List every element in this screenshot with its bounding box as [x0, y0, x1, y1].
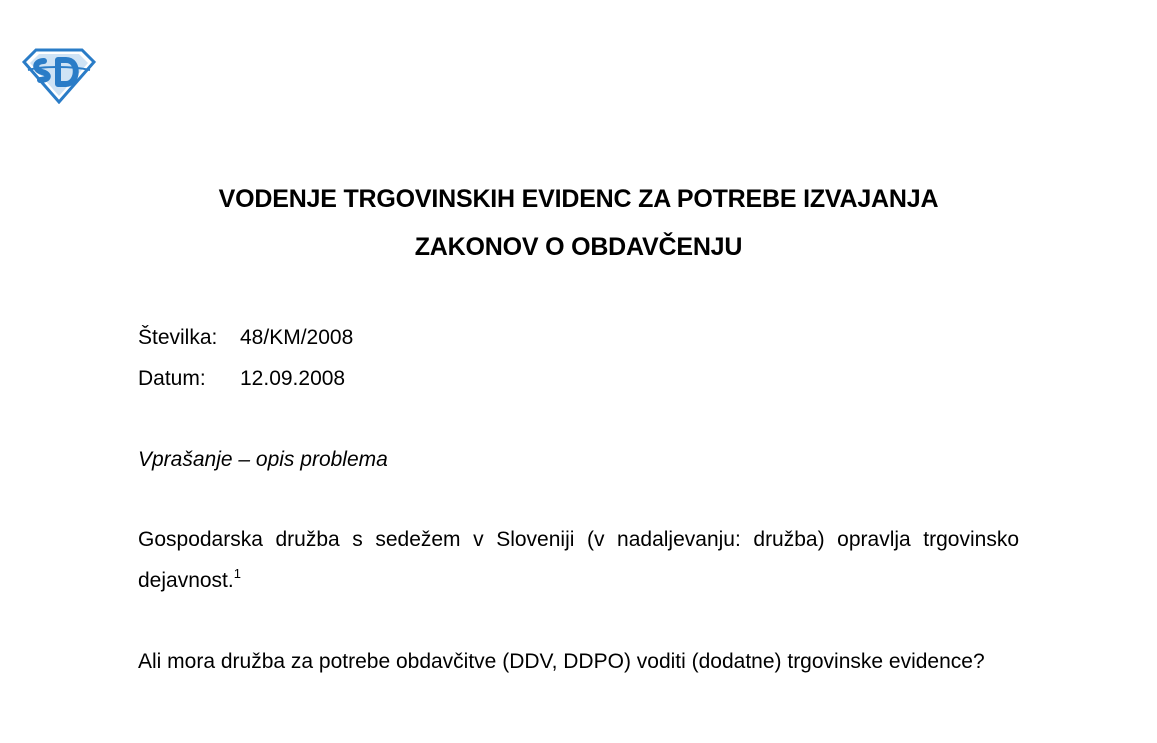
document-date-row — [138, 367, 345, 391]
sd-shield-logo-icon — [22, 48, 96, 104]
footnote-marker[interactable]: 1 — [233, 566, 241, 581]
document-date-label: Datum: — [138, 367, 206, 390]
paragraph-1 — [138, 519, 1019, 601]
section-heading: Vprašanje – opis problema — [138, 448, 388, 471]
document-date-value: 12.09.2008 — [240, 367, 346, 390]
document-title-line-2: ZAKONOV O OBDAVČENJU — [414, 233, 743, 261]
document-title-line-1: VODENJE TRGOVINSKIH EVIDENC ZA POTREBE IZVAJANJA — [218, 185, 939, 213]
document-number-row — [138, 326, 353, 350]
document-number-label: Številka: — [138, 326, 218, 349]
document-number-value: 48/KM/2008 — [240, 326, 354, 349]
paragraph-2: Ali mora družba za potrebe obdavčitve (DDV, DDPO) voditi (dodatne) trgovinske evidence? — [138, 650, 985, 673]
paragraph-1-text: Gospodarska družba s sedežem v Sloveniji (v nadaljevanju: družba) opravlja trgovinsko dejavnost. — [138, 528, 1019, 592]
